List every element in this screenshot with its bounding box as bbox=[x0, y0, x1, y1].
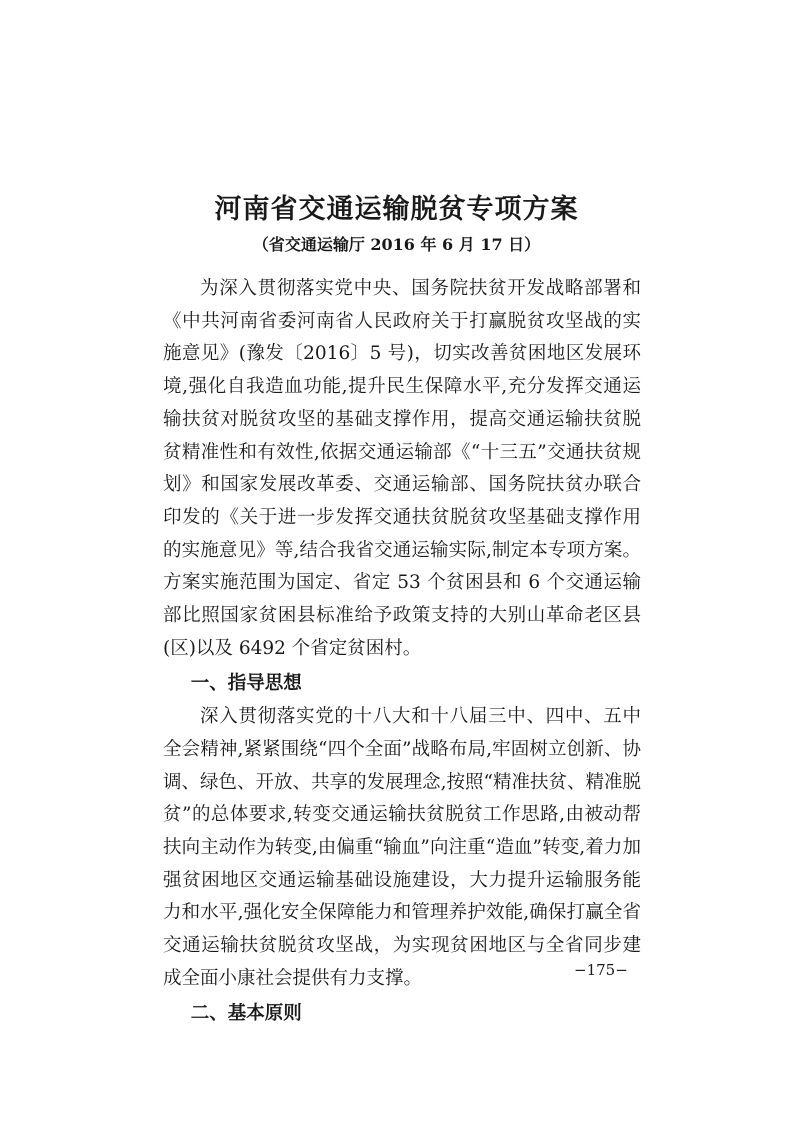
page-number: −175− bbox=[574, 961, 628, 979]
document-body bbox=[163, 273, 641, 1031]
document-title: 河南省交通运输脱贫专项方案 bbox=[214, 194, 579, 225]
section-heading-basic-principles: 二、基本原则 bbox=[190, 1003, 302, 1025]
section-heading-guiding-ideology: 一、指导思想 bbox=[190, 673, 302, 695]
guiding-ideology-paragraph: 深入贯彻落实党的十八大和十八届三中、四中、五中全会精神,紧紧围绕“四个全面”战略布局,牢固树立创新、协调、绿色、开放、共享的发展理念,按照“精准扶贫、精准脱贫”的总体要求,转变交通运输扶贫脱贫工作思路,由被动帮扶向主动作为转变,由偏重“输血”向注重“造血”转变,着力加强贫困地区交通运输基础设施建设，大力提升运输服务能力和水平,强化安全保障能力和管理养护效能,确保打赢全省交通运输扶贫脱贫攻坚战，为实现贫困地区与全省同步建成全面小康社会提供有力支撑。 bbox=[163, 706, 641, 989]
document-subtitle: （省交通运输厅 2016 年 6 月 17 日） bbox=[252, 235, 541, 254]
intro-paragraph: 为深入贯彻落实党中央、国务院扶贫开发战略部署和《中共河南省委河南省人民政府关于打赢脱贫攻坚战的实施意见》(豫发〔2016〕5 号)，切实改善贫困地区发展环境,强化自我造血功能,提升民生保障水平,充分发挥交通运输扶贫对脱贫攻坚的基础支撑作用，提高交通运输扶贫脱贫精准性和有效性,依据交通运输部《“十三五”交通扶贫规划》和国家发展改革委、交通运输部、国务院扶贫办联合印发的《关于进一步发挥交通扶贫脱贫攻坚基础支撑作用的实施意见》等,结合我省交通运输实际,制定本专项方案。方案实施范围为国定、省定 53 个贫困县和 6 个交通运输部比照国家贫困县标准给予政策支持的大别山革命老区县(区)以及 6492 个省定贫困村。 bbox=[163, 278, 641, 659]
